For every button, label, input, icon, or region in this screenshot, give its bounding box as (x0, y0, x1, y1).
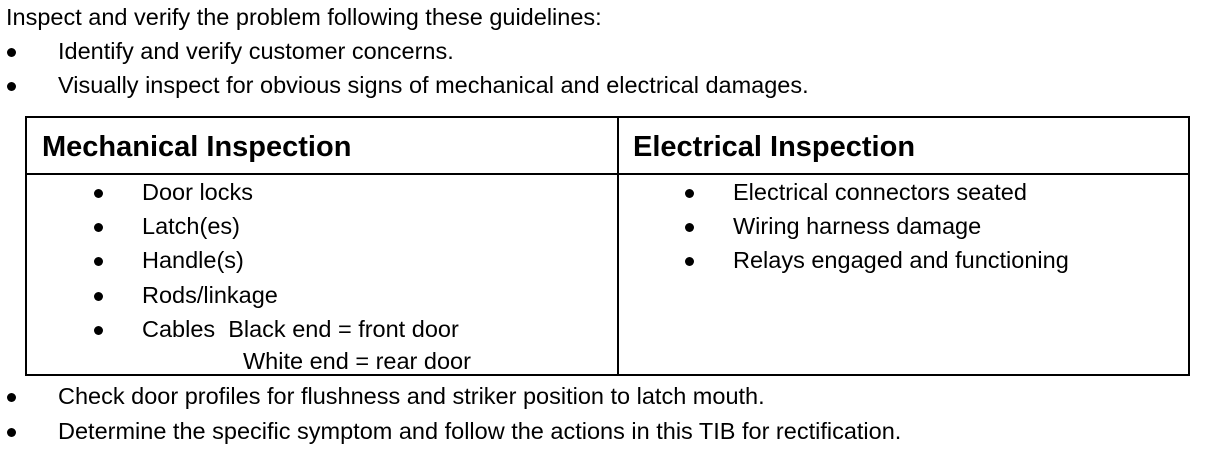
electrical-item (685, 247, 1165, 273)
bullet-icon (7, 393, 16, 402)
electrical-item (685, 179, 1165, 205)
mechanical-item-text: Cables Black end = front door (142, 316, 459, 342)
mechanical-item-text: Handle(s) (142, 247, 244, 273)
mechanical-item-text: Latch(es) (142, 213, 240, 239)
mechanical-inspection-header: Mechanical Inspection (42, 131, 352, 163)
bottom-bullet-item (0, 383, 1200, 409)
mechanical-item (94, 179, 594, 205)
bullet-icon (685, 223, 694, 232)
header-divider (27, 173, 1188, 175)
bullet-icon (7, 48, 16, 57)
bullet-icon (685, 189, 694, 198)
bullet-text: Visually inspect for obvious signs of mechanical and electrical damages. (58, 72, 809, 98)
mechanical-item (94, 213, 594, 239)
electrical-item-text: Wiring harness damage (733, 213, 982, 239)
top-bullet-item (0, 72, 1200, 98)
bullet-icon (7, 428, 16, 437)
bullet-icon (94, 292, 103, 301)
bullet-icon (94, 257, 103, 266)
bullet-icon (685, 257, 694, 266)
bullet-icon (94, 223, 103, 232)
mechanical-item-text: Rods/linkage (142, 282, 278, 308)
intro-text: Inspect and verify the problem following these guidelines: (6, 4, 602, 30)
mechanical-item (94, 316, 594, 342)
bullet-text: Identify and verify customer concerns. (58, 38, 454, 64)
top-bullet-item (0, 38, 1200, 64)
electrical-item (685, 213, 1165, 239)
bullet-text: Check door profiles for flushness and striker position to latch mouth. (58, 383, 765, 409)
mechanical-item (94, 282, 594, 308)
bullet-icon (7, 82, 16, 91)
bullet-icon (94, 189, 103, 198)
electrical-item-text: Electrical connectors seated (733, 179, 1027, 205)
column-divider (617, 118, 619, 374)
electrical-inspection-header: Electrical Inspection (633, 131, 916, 163)
electrical-item-text: Relays engaged and functioning (733, 247, 1069, 273)
bullet-text: Determine the specific symptom and follow the actions in this TIB for rectification. (58, 418, 902, 444)
mechanical-item (94, 247, 594, 273)
mechanical-item-continuation: White end = rear door (243, 348, 471, 374)
inspection-table (25, 116, 1190, 376)
bullet-icon (94, 326, 103, 335)
bottom-bullet-item (0, 418, 1200, 444)
mechanical-item-text: Door locks (142, 179, 254, 205)
